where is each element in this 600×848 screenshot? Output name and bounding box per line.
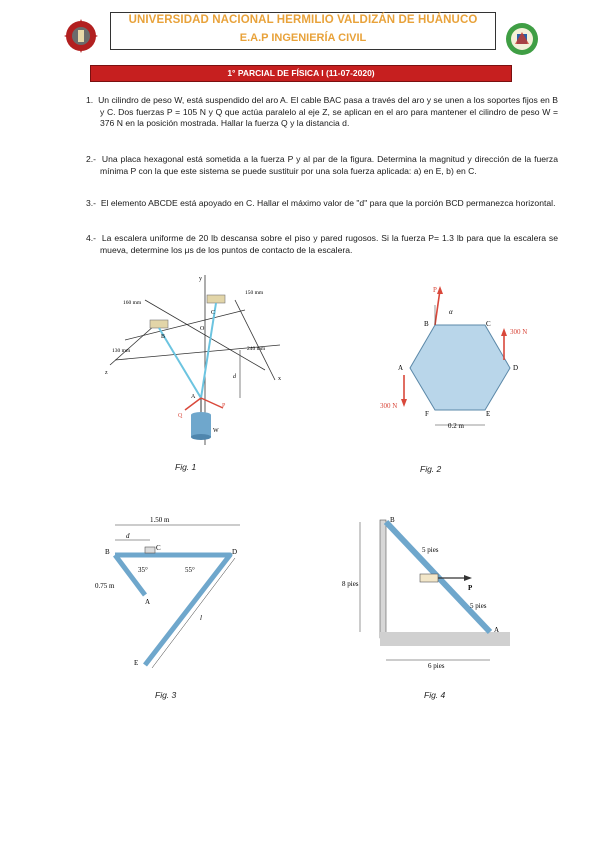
- fig1-dim-160: 160 mm: [123, 300, 142, 306]
- fig2-label-f: F: [425, 410, 429, 418]
- fig3-angle-55: 55°: [185, 566, 195, 574]
- fig1-label-c: C: [211, 310, 216, 316]
- question-number: 1.: [86, 95, 94, 105]
- fig3-dim-150: 1.50 m: [150, 516, 170, 524]
- fig4-label-p: P: [468, 584, 473, 592]
- fig4-height: 8 pies: [342, 580, 359, 588]
- fig1-label-p: P: [222, 403, 226, 409]
- fig1-dim-240: 240 mm: [247, 346, 266, 352]
- fig2-force-300-right: 300 N: [510, 328, 528, 336]
- fig3-label-d-point: D: [232, 548, 238, 556]
- question-number: 2.-: [86, 154, 97, 164]
- fig1-label-a: A: [191, 394, 196, 400]
- fig3-dim-075: 0.75 m: [95, 582, 115, 590]
- fig4-width: 6 pies: [428, 662, 445, 670]
- fig3-label-a: A: [145, 598, 151, 606]
- school-name: E.A.P INGENIERÍA CIVIL: [239, 32, 367, 44]
- question-text: La escalera uniforme de 20 lb descansa sobre el piso y pared rugosos. Si la fuerza P= 1.3 lb para que la escalera se mueva, determine los μs de los puntos de contacto de la escalera.: [100, 233, 559, 255]
- fig1-caption: Fig. 1: [175, 462, 197, 472]
- fig1-label-d: d: [233, 374, 236, 380]
- question-2: [86, 154, 558, 177]
- fig3-caption: Fig. 3: [155, 690, 177, 700]
- fig1-label-o: O: [200, 326, 205, 332]
- fig2-force-300-left: 300 N: [380, 402, 398, 410]
- exam-title-banner: 1° PARCIAL DE FÍSICA I (11-07-2020): [90, 65, 512, 82]
- school-logo: [505, 22, 539, 56]
- fig2-label-d: D: [513, 364, 519, 372]
- fig2-label-p: P: [433, 286, 437, 294]
- fig2-dim: 0.2 m: [448, 422, 464, 430]
- fig4-caption: Fig. 4: [424, 690, 446, 700]
- figure-1: [95, 270, 295, 450]
- fig4-label-b: B: [390, 516, 395, 524]
- fig4-seg-upper: 5 pies: [422, 546, 439, 554]
- figure-4: [340, 510, 520, 680]
- university-logo: [62, 14, 100, 58]
- fig2-label-b: B: [424, 320, 429, 328]
- fig3-label-e: E: [134, 659, 139, 667]
- fig3-label-c: C: [156, 544, 161, 552]
- university-name: UNIVERSIDAD NACIONAL HERMILIO VALDIZÁN DE HUÁNUCO: [128, 14, 478, 26]
- fig3-angle-35: 35°: [138, 566, 148, 574]
- question-number: 3.-: [86, 198, 97, 208]
- question-number: 4.-: [86, 233, 97, 243]
- question-text: Un cilindro de peso W, está suspendido del aro A. El cable BAC pasa a través del aro y se unen a los soportes fijos en B y C. Dos fuerzas P = 105 N y Q que actúa paralelo al eje Z, se aplican en el aro para mantener el cilindro de peso W = 376 N en la posición mostrada. Hallar la fuerza Q y la distancia d.: [98, 95, 558, 129]
- question-text: Una placa hexagonal está sometida a la fuerza P y al par de la figura. Determina la magnitud y dirección de la fuerza mínima P con la que este sistema se puede sustituir por una sola fuerza aplicada: a) en E, b) en C.: [100, 154, 558, 176]
- fig1-dim-150: 150 mm: [245, 290, 264, 296]
- fig4-seg-lower: 5 pies: [470, 602, 487, 610]
- fig2-label-a: A: [398, 364, 404, 372]
- fig1-label-b: B: [161, 334, 166, 340]
- figure-3: [90, 510, 270, 680]
- fig2-label-alpha: α: [449, 308, 453, 316]
- fig1-label-w: W: [213, 428, 219, 434]
- fig1-label-z: z: [105, 370, 108, 376]
- question-3: [86, 198, 558, 210]
- figure-2: [370, 280, 550, 440]
- fig1-label-x: x: [278, 376, 281, 382]
- fig3-label-b: B: [105, 548, 110, 556]
- question-text: El elemento ABCDE está apoyado en C. Hallar el máximo valor de "d" para que la porción BCD permanezca horizontal.: [100, 198, 556, 208]
- fig2-label-c: C: [486, 320, 491, 328]
- fig4-label-a: A: [494, 626, 500, 634]
- fig2-caption: Fig. 2: [420, 464, 442, 474]
- fig3-label-d: d: [126, 532, 130, 540]
- fig1-label-q: Q: [178, 413, 183, 419]
- question-1: [86, 95, 558, 130]
- fig2-label-e: E: [486, 410, 491, 418]
- fig3-label-l: l: [200, 614, 202, 622]
- question-4: [86, 233, 558, 256]
- fig1-dim-130: 130 mm: [112, 348, 131, 354]
- fig1-label-y: y: [199, 276, 202, 282]
